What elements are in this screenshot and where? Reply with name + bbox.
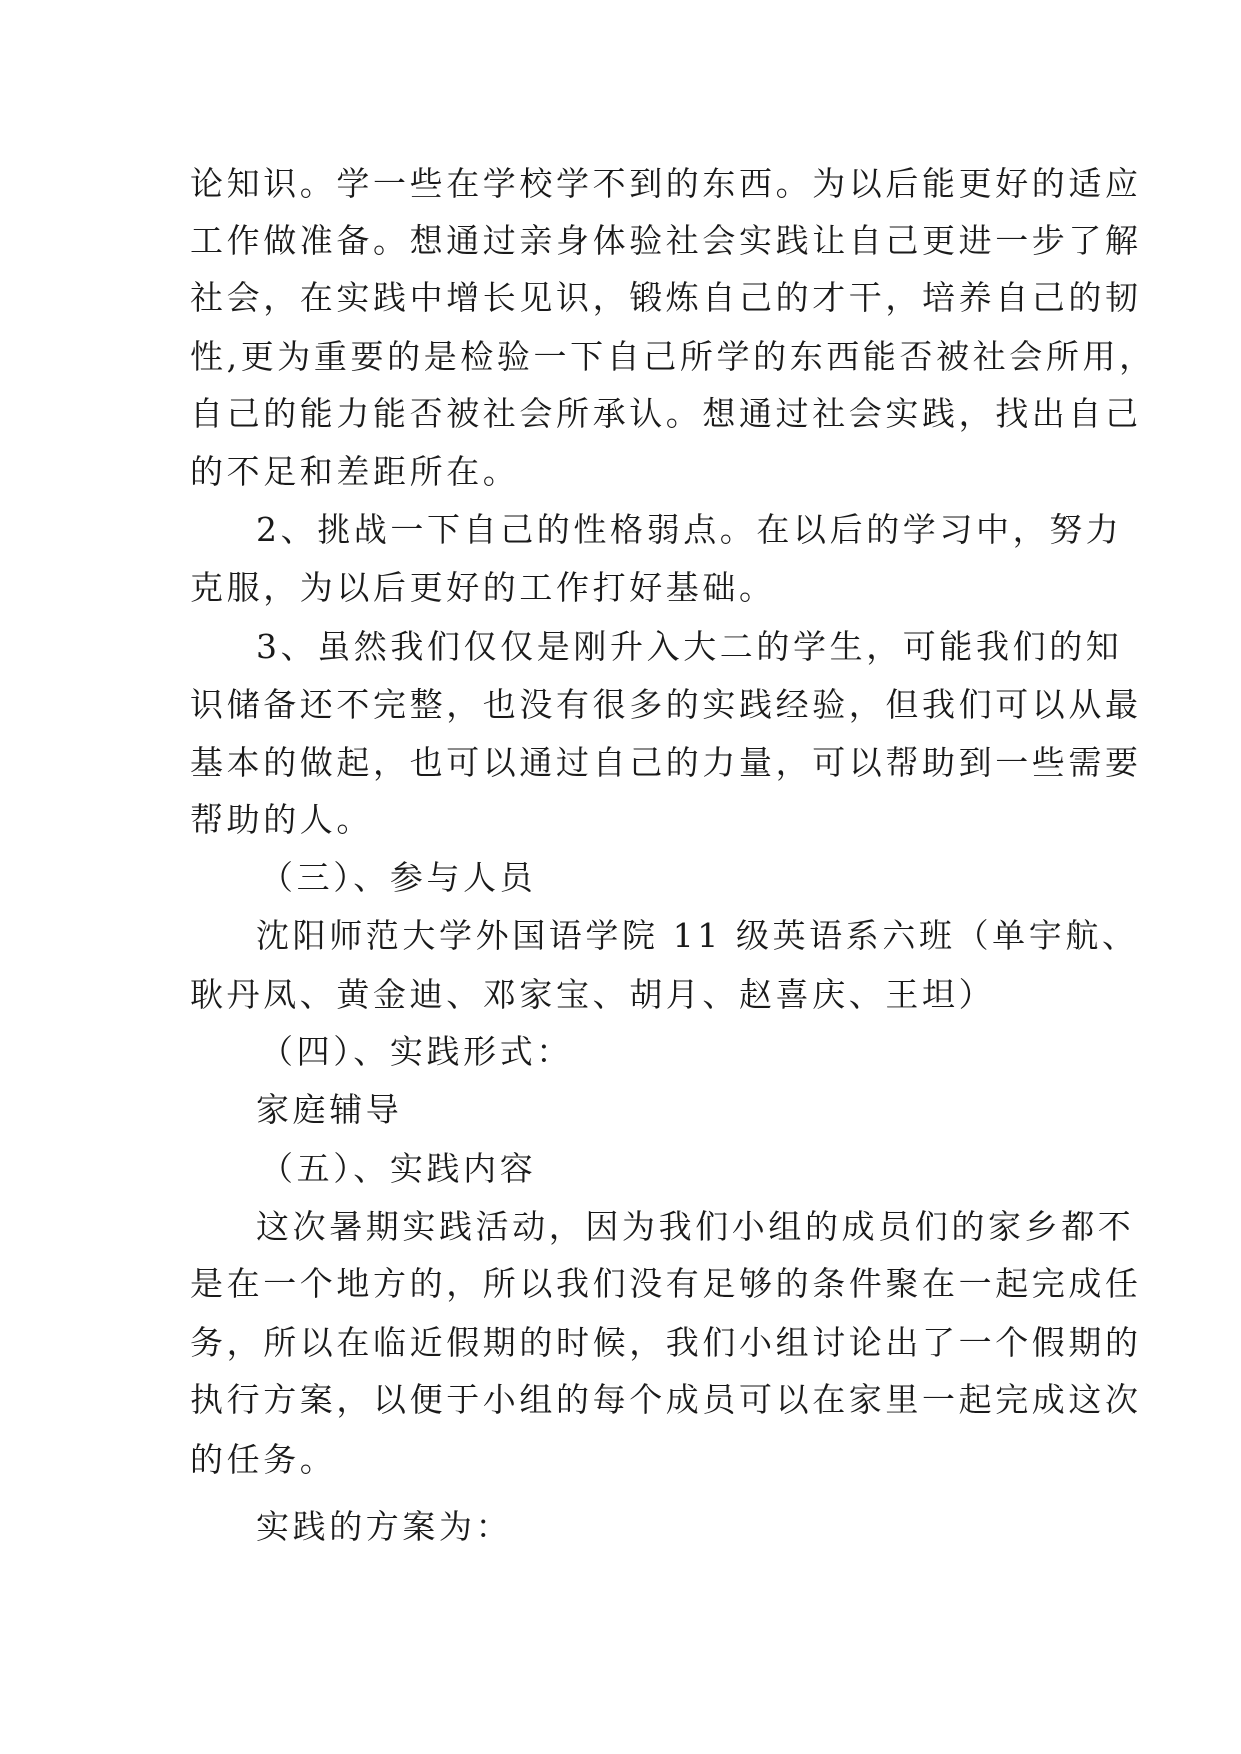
paragraph-line: 执行方案，以便于小组的每个成员可以在家里一起完成这次 <box>190 1380 1142 1419</box>
paragraph-line: 性,更为重要的是检验一下自己所学的东西能否被社会所用， <box>190 337 1156 376</box>
paragraph-line: 务，所以在临近假期的时候，我们小组讨论出了一个假期的 <box>190 1323 1142 1362</box>
paragraph-line: 识储备还不完整，也没有很多的实践经验，但我们可以从最 <box>190 685 1142 724</box>
section-heading-participants: （三）、参与人员 <box>260 858 537 897</box>
paragraph-line: 论知识。学一些在学校学不到的东西。为以后能更好的适应 <box>190 164 1142 203</box>
paragraph-line: 帮助的人。 <box>190 800 373 839</box>
paragraph-line: 实践的方案为： <box>256 1507 513 1546</box>
list-item-2: 2、挑战一下自己的性格弱点。在以后的学习中，努力 <box>256 510 1123 549</box>
paragraph-line: 耿丹凤、黄金迪、邓家宝、胡月、赵喜庆、王坦） <box>190 975 996 1014</box>
paragraph-line: 工作做准备。想通过亲身体验社会实践让自己更进一步了解 <box>190 221 1142 260</box>
list-item-3: 3、虽然我们仅仅是刚升入大二的学生，可能我们的知 <box>256 627 1123 666</box>
section-heading-practice-form: （四）、实践形式： <box>260 1032 573 1071</box>
paragraph-line: 克服，为以后更好的工作打好基础。 <box>190 568 776 607</box>
paragraph-line: 的任务。 <box>190 1440 337 1479</box>
paragraph-line: 的不足和差距所在。 <box>190 452 520 491</box>
section-heading-practice-content: （五）、实践内容 <box>260 1149 537 1188</box>
paragraph-line: 这次暑期实践活动，因为我们小组的成员们的家乡都不 <box>256 1207 1135 1246</box>
paragraph-line: 社会，在实践中增长见识，锻炼自己的才干，培养自己的韧 <box>190 278 1142 317</box>
paragraph-line: 基本的做起，也可以通过自己的力量，可以帮助到一些需要 <box>190 743 1142 782</box>
paragraph-line: 家庭辅导 <box>256 1090 403 1129</box>
paragraph-line: 自己的能力能否被社会所承认。想通过社会实践，找出自己 <box>190 394 1142 433</box>
paragraph-line: 是在一个地方的，所以我们没有足够的条件聚在一起完成任 <box>190 1264 1142 1303</box>
paragraph-line: 沈阳师范大学外国语学院 11 级英语系六班（单宇航、 <box>256 916 1139 955</box>
